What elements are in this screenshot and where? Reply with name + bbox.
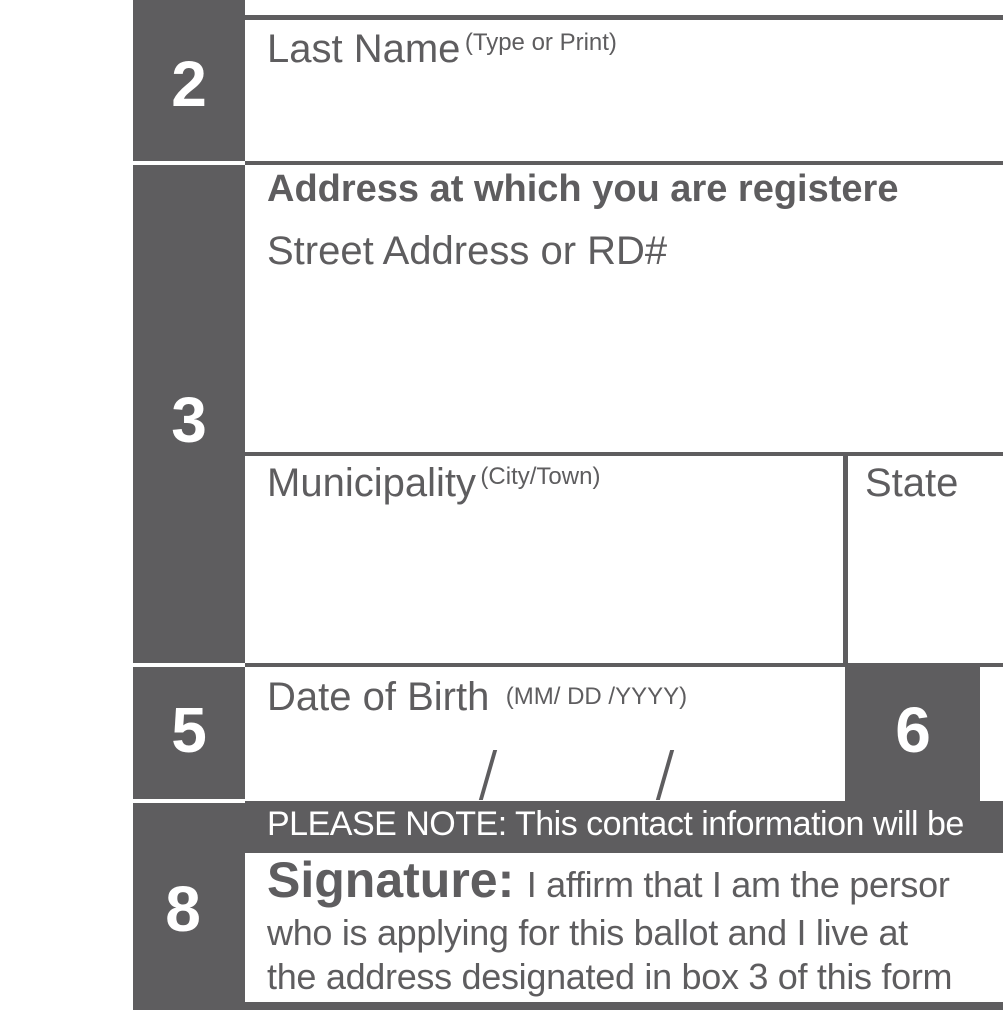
signature-statement-line-1 [267, 852, 950, 908]
municipality-label [267, 463, 600, 503]
section-6-field[interactable] [980, 667, 1003, 801]
section-number-8: 8 [165, 873, 201, 945]
address-heading: Address at which you are registere [267, 168, 899, 210]
signature-affirm-text-1: I affirm that I am the persor [526, 864, 950, 905]
number-column-gap-5-8 [133, 799, 245, 803]
street-address-label: Street Address or RD# [267, 229, 668, 273]
section-number-2: 2 [171, 48, 207, 120]
municipality-hint: (City/Town) [480, 463, 601, 490]
signature-label: Signature: [267, 852, 515, 908]
last-name-label [267, 29, 617, 69]
section-number-3: 3 [171, 384, 207, 456]
number-column-gap-3-5 [133, 663, 245, 667]
signature-statement-line-2: who is applying for this ballot and I live at [267, 912, 908, 953]
municipality-label-text: Municipality [267, 461, 476, 505]
state-label: State [865, 461, 959, 505]
last-name-label-text: Last Name [267, 27, 461, 71]
signature-statement-line-3: the address designated in box 3 of this form [267, 956, 953, 997]
date-of-birth-hint: (MM/ DD /YYYY) [505, 683, 688, 710]
date-of-birth-label-text: Date of Birth [267, 675, 490, 719]
previous-field-sliver [245, 0, 1003, 15]
section-number-5: 5 [171, 694, 207, 766]
contact-info-note: PLEASE NOTE: This contact information will be [267, 805, 964, 843]
last-name-hint: (Type or Print) [464, 29, 617, 56]
date-of-birth-label [267, 677, 687, 717]
section-number-6: 6 [895, 694, 931, 766]
number-column-gap-2-3 [133, 161, 245, 165]
